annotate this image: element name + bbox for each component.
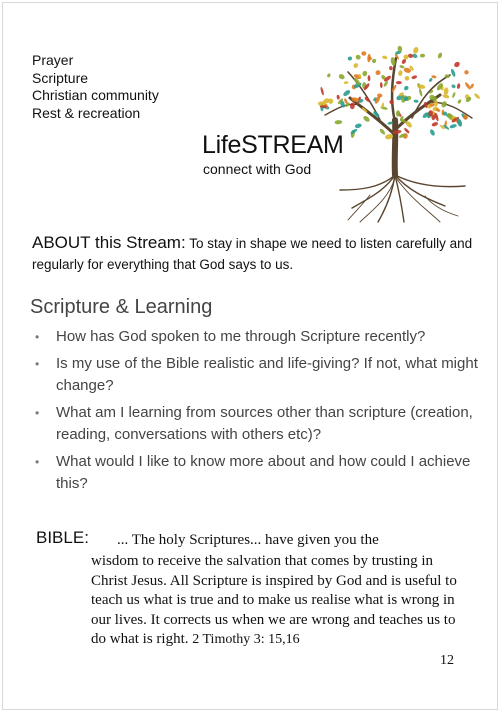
section-title: Scripture & Learning [30, 296, 213, 318]
leaf [431, 121, 439, 127]
leaf [428, 77, 433, 82]
leaf [367, 75, 370, 81]
question-text: How has God spoken to me through Scripture recently? [56, 328, 426, 345]
leaf [412, 46, 419, 54]
bible-reference: 2 Timothy 3: 15,16 [192, 632, 300, 647]
leaf [367, 54, 371, 63]
leaf [399, 64, 405, 69]
leaf [403, 127, 410, 134]
question-text: What am I learning from sources other than scripture (creation, reading, conversations with others etc)? [56, 404, 473, 443]
leaf [463, 69, 469, 75]
leaf [362, 70, 368, 77]
tree-roots [340, 175, 465, 222]
page-number: 12 [440, 653, 454, 668]
about-text: To stay in shape we need to listen carefully and regularly for everything that God says to us. [32, 236, 473, 272]
leaf [431, 75, 437, 79]
leaf [464, 82, 471, 91]
leaf [443, 87, 449, 95]
leaf [320, 87, 325, 96]
leaf [334, 120, 342, 125]
leaf [450, 68, 456, 77]
about-heading: ABOUT this Stream: [32, 233, 186, 252]
leaf [413, 99, 418, 103]
leaf [383, 80, 389, 87]
stream-list [32, 52, 159, 122]
leaf [403, 85, 409, 91]
stream-item-scripture: Scripture [32, 69, 89, 86]
bible-passage [91, 552, 461, 650]
stream-item-community: Christian community [32, 87, 159, 103]
leaf [453, 61, 461, 68]
leaf [411, 75, 418, 80]
leaf [372, 59, 376, 64]
bible-label: BIBLE: [36, 528, 89, 547]
leaf [375, 70, 381, 76]
leaf [342, 89, 351, 97]
leaf [389, 66, 393, 71]
bullet-icon: • [35, 330, 40, 344]
question-item [32, 402, 482, 446]
bullet-icon: • [35, 406, 40, 420]
brand-subtitle: connect with God [203, 161, 312, 177]
leaf [429, 129, 436, 137]
question-list [32, 326, 482, 500]
brand-title: LifeSTREAM [202, 131, 344, 159]
leaf [336, 95, 340, 100]
leaf [457, 99, 462, 104]
leaf [398, 70, 403, 76]
bible-text: wisdom to receive the salvation that comes by trusting in Christ Jesus. All Scripture is inspired by God and is useful to teach us what is true and to make us realise what is wrong in our lives. It corrects us when we are wrong and teaches us to do what is right. [91, 553, 457, 647]
bullet-icon: • [35, 357, 40, 371]
question-item [32, 451, 482, 495]
bullet-icon: • [35, 455, 40, 469]
leaf [380, 82, 383, 88]
leaf [354, 123, 362, 129]
leaf [418, 88, 423, 97]
leaf [382, 55, 388, 60]
leaf [338, 73, 346, 80]
question-text: What would I like to know more about and how could I achieve this? [56, 453, 471, 492]
leaf [362, 115, 370, 123]
stream-item-rest: Rest & recreation [32, 104, 141, 121]
bible-lead-line: ... The holy Scriptures... have given you the [117, 532, 379, 548]
leaf [473, 93, 480, 100]
leaf [452, 92, 457, 99]
about-paragraph [32, 232, 477, 275]
question-item [32, 326, 482, 348]
leaf [420, 54, 425, 58]
leaf [451, 84, 456, 89]
question-item [32, 353, 482, 397]
leaf [343, 81, 348, 84]
leaf [437, 52, 443, 59]
leaf [440, 100, 447, 108]
leaf [379, 128, 386, 136]
leaf [396, 81, 402, 84]
leaf [347, 56, 353, 62]
leaf [327, 73, 331, 78]
brand [202, 130, 343, 178]
leaf [449, 123, 457, 129]
stream-item-prayer: Prayer [32, 52, 74, 68]
question-text: Is my use of the Bible realistic and life-giving? If not, what might change? [56, 355, 478, 394]
leaf [361, 51, 366, 56]
leaf [404, 75, 410, 81]
leaf [353, 62, 360, 69]
leaf [355, 54, 362, 61]
leaf [350, 102, 355, 109]
leaf [457, 83, 461, 89]
